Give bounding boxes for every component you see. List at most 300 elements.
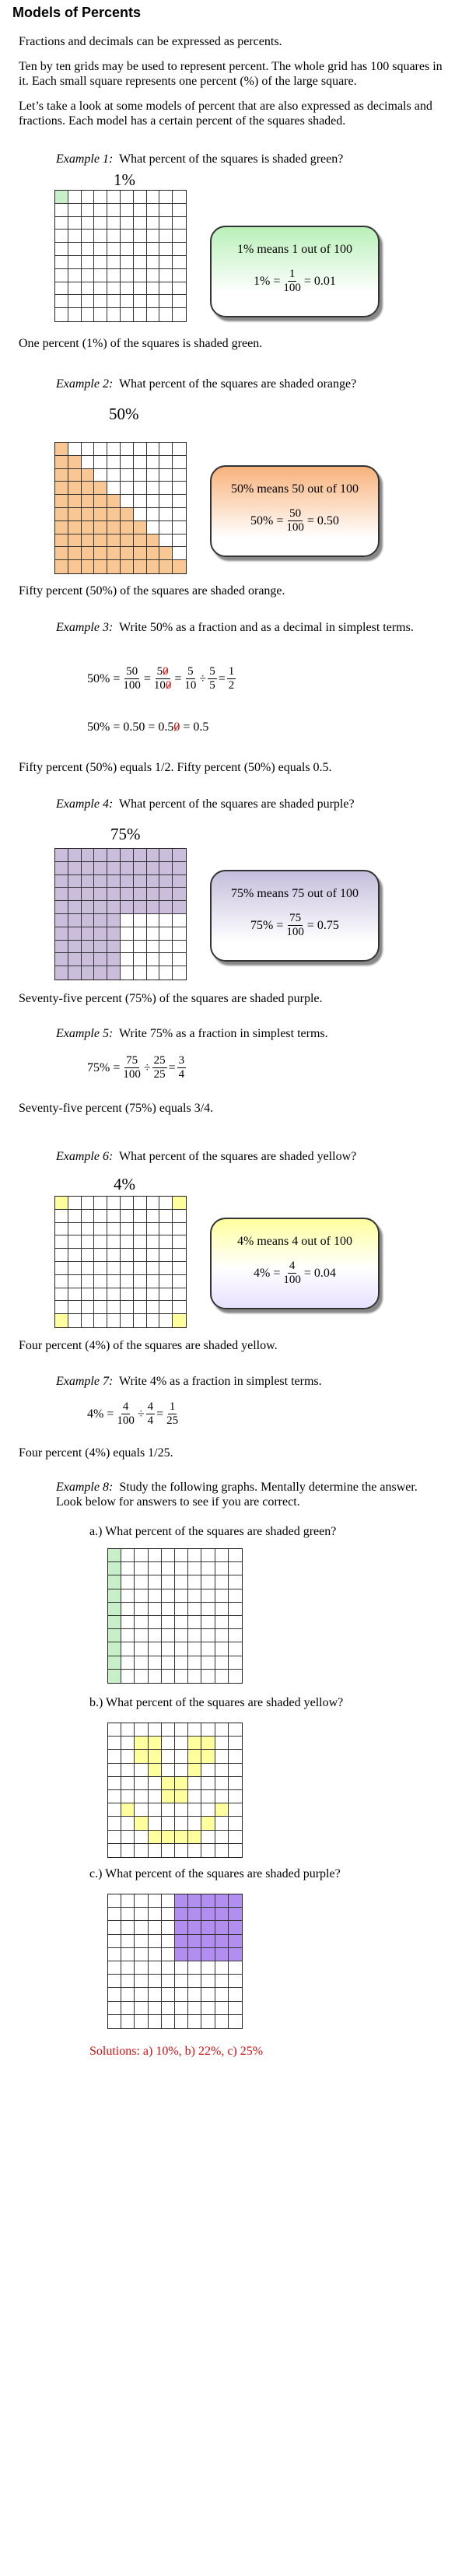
grid-cell <box>68 1210 82 1223</box>
grid-cell <box>68 1235 82 1249</box>
grid-cell <box>188 1844 201 1857</box>
grid-cell <box>108 1777 121 1790</box>
example-8-question-a: a.) What percent of the squares are shaded green? <box>89 1525 337 1538</box>
grid-cell <box>147 217 160 230</box>
grid-cell <box>121 469 134 482</box>
grid-cell <box>82 230 95 243</box>
grid-cell <box>188 1589 201 1603</box>
grid-cell <box>134 256 147 269</box>
grid-cell <box>162 1723 175 1737</box>
grid-cell <box>175 1575 188 1589</box>
grid-cell <box>162 2015 175 2028</box>
grid-cell <box>121 547 134 560</box>
grid-cell <box>162 1894 175 1908</box>
grid-cell <box>68 941 82 954</box>
grid-cell <box>215 1908 229 1921</box>
grid-cell <box>229 1790 242 1803</box>
grid-cell <box>162 1921 175 1934</box>
grid-cell <box>162 1844 175 1857</box>
grid-cell <box>121 295 134 308</box>
grid-cell <box>107 914 121 927</box>
grid-cell <box>68 560 82 573</box>
grid-cell <box>215 1894 229 1908</box>
grid-cell <box>159 1275 173 1288</box>
grid-cell <box>82 560 95 573</box>
grid-cell <box>162 1575 175 1589</box>
grid-cell <box>82 901 95 914</box>
grid-cell <box>159 888 173 901</box>
grid-cell <box>82 256 95 269</box>
grid-cell <box>55 1210 68 1223</box>
grid-cell <box>55 256 68 269</box>
grid-cell <box>135 1961 148 1975</box>
grid-cell <box>201 1777 215 1790</box>
grid-cell <box>147 914 160 927</box>
grid-cell <box>55 1314 68 1327</box>
grid-cell <box>149 1831 162 1844</box>
grid-cell <box>134 927 147 941</box>
grid-cell <box>147 443 160 456</box>
grid-cell <box>55 953 68 966</box>
grid-cell <box>134 1301 147 1314</box>
grid-cell <box>55 1249 68 1262</box>
grid-cell <box>107 901 121 914</box>
grid-cell <box>82 914 95 927</box>
grid-cell <box>201 2015 215 2028</box>
grid-cell <box>108 1723 121 1737</box>
grid-cell <box>229 1549 242 1562</box>
grid-cell <box>215 2002 229 2015</box>
grid-cell <box>175 1961 188 1975</box>
grid-cell <box>121 941 134 954</box>
grid-cell <box>121 1831 135 1844</box>
example-3-fraction-equation: 50% = $\frac{50}{100}$ = $\frac{50}{100}$ = $\frac{5}{10}$ ÷ $\frac{5}{5}$ = $\frac{1}{2}$ <box>87 665 235 692</box>
grid-cell <box>162 1790 175 1803</box>
grid-cell <box>82 534 95 548</box>
grid-cell <box>82 521 95 534</box>
grid-cell <box>68 875 82 888</box>
grid-cell <box>94 495 107 508</box>
grid-cell <box>173 204 186 217</box>
grid-cell <box>82 941 95 954</box>
grid-cell <box>162 1589 175 1603</box>
grid-cell <box>175 1723 188 1737</box>
grid-cell <box>108 1737 121 1750</box>
grid-cell <box>94 914 107 927</box>
grid-cell <box>121 1603 135 1616</box>
grid-cell <box>147 508 160 521</box>
grid-cell <box>162 1629 175 1642</box>
grid-cell <box>215 1737 229 1750</box>
grid-cell <box>149 1961 162 1975</box>
grid-cell <box>68 217 82 230</box>
info-box-2-heading: 50% means 50 out of 100 <box>231 482 359 496</box>
grid-cell <box>162 1831 175 1844</box>
grid-cell <box>121 495 134 508</box>
grid-cell <box>159 1210 173 1223</box>
grid-cell <box>135 1908 148 1921</box>
grid-cell <box>162 1988 175 2001</box>
grid-cell <box>229 1975 242 1988</box>
grid-cell <box>108 1961 121 1975</box>
grid-cell <box>134 862 147 875</box>
grid-cell <box>149 1894 162 1908</box>
grid-cell <box>82 508 95 521</box>
solutions-text: Solutions: a) 10%, b) 22%, c) 25% <box>89 2045 264 2058</box>
grid-cell <box>229 1777 242 1790</box>
grid-cell <box>162 1935 175 1948</box>
grid-cell <box>188 2002 201 2015</box>
grid-cell <box>188 1988 201 2001</box>
grid-cell <box>121 217 134 230</box>
grid-cell <box>135 1562 148 1575</box>
grid-cell <box>147 469 160 482</box>
grid-cell <box>107 1223 121 1236</box>
example-5-equation: 75% = $\frac{75}{100}$ ÷ $\frac{25}{25}$ = $\frac{3}{4}$ <box>87 1054 185 1081</box>
grid-cell <box>175 1831 188 1844</box>
grid-cell <box>121 927 134 941</box>
grid-cell <box>149 1549 162 1562</box>
grid-cell <box>121 1764 135 1777</box>
grid-cell <box>188 1642 201 1656</box>
grid-cell <box>201 1844 215 1857</box>
grid-cell <box>121 2015 135 2028</box>
grid-cell <box>108 1642 121 1656</box>
grid-cell <box>135 1894 148 1908</box>
grid-cell <box>188 1549 201 1562</box>
grid-cell <box>159 927 173 941</box>
grid-cell <box>215 1844 229 1857</box>
grid-cell <box>121 1275 134 1288</box>
grid-cell <box>68 927 82 941</box>
grid-cell <box>121 443 134 456</box>
grid-cell <box>201 1562 215 1575</box>
grid-cell <box>94 521 107 534</box>
grid-cell <box>135 1790 148 1803</box>
grid-cell <box>135 1737 148 1750</box>
grid-cell <box>175 1603 188 1616</box>
grid-cell <box>121 1262 134 1275</box>
grid-cell <box>147 849 160 862</box>
grid-cell <box>107 495 121 508</box>
grid-cell <box>162 1777 175 1790</box>
grid-cell <box>82 1223 95 1236</box>
grid-cell <box>134 191 147 204</box>
grid-cell <box>215 1549 229 1562</box>
grid-cell <box>215 1562 229 1575</box>
grid-cell <box>121 230 134 243</box>
grid-cell <box>55 230 68 243</box>
grid-cell <box>55 269 68 282</box>
grid-cell <box>173 862 186 875</box>
grid-cell <box>94 1223 107 1236</box>
grid-cell <box>229 1935 242 1948</box>
grid-cell <box>147 521 160 534</box>
grid-cell <box>215 1777 229 1790</box>
grid-cell <box>68 508 82 521</box>
grid-cell <box>107 927 121 941</box>
grid-cell <box>147 308 160 321</box>
grid-cell <box>229 1894 242 1908</box>
grid-cell <box>82 204 95 217</box>
grid-cell <box>149 1975 162 1988</box>
intro-paragraph-1: Fractions and decimals can be expressed as percents. <box>19 35 282 48</box>
grid-cell <box>159 243 173 256</box>
grid-cell <box>121 243 134 256</box>
grid-cell <box>107 217 121 230</box>
grid-cell <box>215 1670 229 1683</box>
grid-cell <box>82 1210 95 1223</box>
example-2-prompt: Example 2: What percent of the squares are shaded orange? <box>56 377 357 391</box>
grid-cell <box>121 1935 135 1948</box>
grid-cell <box>173 217 186 230</box>
grid-cell <box>147 1262 160 1275</box>
grid-cell <box>82 966 95 980</box>
page-title: Models of Percents <box>12 5 142 20</box>
grid-cell <box>68 482 82 495</box>
grid-cell <box>107 1210 121 1223</box>
grid-cell <box>82 217 95 230</box>
grid-cell <box>173 482 186 495</box>
grid-cell <box>201 1921 215 1934</box>
grid-cell <box>135 1575 148 1589</box>
grid-cell <box>173 1301 186 1314</box>
grid-cell <box>55 534 68 548</box>
grid-cell <box>108 1921 121 1934</box>
grid-cell <box>121 849 134 862</box>
grid-cell <box>121 1549 135 1562</box>
grid-cell <box>159 966 173 980</box>
example-5-prompt: Example 5: Write 75% as a fraction in simplest terms. <box>56 1027 328 1040</box>
grid-cell <box>159 953 173 966</box>
grid-cell <box>173 966 186 980</box>
grid-cell <box>134 1249 147 1262</box>
grid-cell <box>108 2015 121 2028</box>
grid-cell <box>147 204 160 217</box>
grid-cell <box>94 217 107 230</box>
grid-cell <box>55 966 68 980</box>
info-box-6-heading: 4% means 4 out of 100 <box>237 1235 352 1248</box>
grid-cell <box>55 508 68 521</box>
grid-cell <box>173 295 186 308</box>
grid-cell <box>159 1288 173 1302</box>
grid-cell <box>134 482 147 495</box>
grid-cell <box>229 1629 242 1642</box>
grid-cell <box>147 1210 160 1223</box>
percent-grid-1 <box>54 190 187 322</box>
grid-cell <box>55 849 68 862</box>
grid-cell <box>68 1249 82 1262</box>
grid-cell <box>175 1948 188 1961</box>
grid-cell <box>82 469 95 482</box>
grid-cell <box>201 1988 215 2001</box>
grid-cell <box>162 2002 175 2015</box>
grid-cell <box>82 295 95 308</box>
grid-cell <box>121 508 134 521</box>
grid-cell <box>107 1235 121 1249</box>
grid-cell <box>201 1723 215 1737</box>
grid-cell <box>215 1575 229 1589</box>
grid-cell <box>55 521 68 534</box>
grid-cell <box>94 875 107 888</box>
grid-cell <box>107 482 121 495</box>
grid-cell <box>108 1575 121 1589</box>
percent-grid-6 <box>54 1196 187 1328</box>
grid-cell <box>173 308 186 321</box>
grid-cell <box>134 469 147 482</box>
grid-cell <box>173 547 186 560</box>
grid-cell <box>121 191 134 204</box>
grid-cell <box>135 1764 148 1777</box>
grid-cell <box>188 1562 201 1575</box>
grid-cell <box>229 1831 242 1844</box>
example-3-decimal-equation: 50% = 0.50 = 0.5 0 = 0.5 <box>87 720 209 734</box>
grid-cell <box>121 953 134 966</box>
grid-cell <box>162 1975 175 1988</box>
grid-cell <box>201 1961 215 1975</box>
grid-cell <box>215 1723 229 1737</box>
grid-cell <box>147 875 160 888</box>
grid-4-label: 75% <box>110 825 141 843</box>
grid-cell <box>229 1670 242 1683</box>
grid-cell <box>188 1803 201 1817</box>
grid-cell <box>108 1975 121 1988</box>
grid-cell <box>159 1262 173 1275</box>
grid-cell <box>159 547 173 560</box>
grid-cell <box>55 243 68 256</box>
grid-cell <box>159 1223 173 1236</box>
grid-cell <box>82 1288 95 1302</box>
grid-cell <box>175 1975 188 1988</box>
grid-cell <box>94 953 107 966</box>
example-8-question-b: b.) What percent of the squares are shaded yellow? <box>89 1696 344 1709</box>
grid-cell <box>173 521 186 534</box>
grid-cell <box>215 1642 229 1656</box>
grid-cell <box>134 308 147 321</box>
grid-cell <box>175 1670 188 1683</box>
grid-cell <box>188 1616 201 1629</box>
grid-cell <box>173 443 186 456</box>
grid-cell <box>94 269 107 282</box>
grid-cell <box>173 243 186 256</box>
grid-cell <box>175 1844 188 1857</box>
grid-cell <box>229 1656 242 1670</box>
grid-cell <box>159 495 173 508</box>
grid-cell <box>121 1790 135 1803</box>
grid-cell <box>188 1790 201 1803</box>
grid-cell <box>188 1629 201 1642</box>
grid-cell <box>215 1764 229 1777</box>
grid-cell <box>68 914 82 927</box>
grid-cell <box>229 1616 242 1629</box>
grid-cell <box>121 901 134 914</box>
grid-cell <box>108 1790 121 1803</box>
grid-6-label: 4% <box>114 1175 135 1193</box>
grid-cell <box>135 1723 148 1737</box>
grid-cell <box>121 534 134 548</box>
grid-cell <box>107 560 121 573</box>
grid-cell <box>188 1948 201 1961</box>
grid-cell <box>55 1288 68 1302</box>
grid-cell <box>188 1817 201 1830</box>
grid-cell <box>149 1764 162 1777</box>
grid-cell <box>82 456 95 469</box>
grid-cell <box>121 560 134 573</box>
grid-cell <box>175 1589 188 1603</box>
example-7-equation: 4% = $\frac{4}{100}$ ÷ $\frac{4}{4}$ = $\frac{1}{25}$ <box>87 1400 179 1427</box>
grid-cell <box>82 482 95 495</box>
grid-cell <box>121 914 134 927</box>
grid-cell <box>201 1737 215 1750</box>
grid-cell <box>147 888 160 901</box>
percent-grid-4 <box>54 848 187 980</box>
grid-cell <box>55 1262 68 1275</box>
grid-cell <box>82 308 95 321</box>
grid-cell <box>68 1288 82 1302</box>
grid-cell <box>215 1750 229 1763</box>
grid-cell <box>188 1750 201 1763</box>
grid-cell <box>55 927 68 941</box>
grid-cell <box>201 2002 215 2015</box>
grid-cell <box>173 914 186 927</box>
grid-cell <box>229 1642 242 1656</box>
intro-paragraph-3: Let’s take a look at some models of percent that are also expressed as decimals and fractions. Each model has a certain percent of the squares shaded. <box>19 100 432 128</box>
grid-cell <box>149 1656 162 1670</box>
grid-cell <box>229 1562 242 1575</box>
grid-cell <box>107 534 121 548</box>
grid-cell <box>68 282 82 296</box>
grid-cell <box>134 953 147 966</box>
grid-cell <box>94 1301 107 1314</box>
grid-cell <box>94 243 107 256</box>
grid-cell <box>188 1575 201 1589</box>
grid-cell <box>162 1817 175 1830</box>
grid-cell <box>55 547 68 560</box>
grid-cell <box>147 941 160 954</box>
grid-cell <box>68 1223 82 1236</box>
grid-cell <box>147 191 160 204</box>
grid-cell <box>173 191 186 204</box>
grid-cell <box>94 1262 107 1275</box>
grid-cell <box>215 1988 229 2001</box>
grid-cell <box>175 1750 188 1763</box>
grid-cell <box>159 1235 173 1249</box>
grid-cell <box>134 1314 147 1327</box>
grid-cell <box>108 1817 121 1830</box>
grid-cell <box>108 1629 121 1642</box>
grid-cell <box>159 508 173 521</box>
grid-cell <box>134 560 147 573</box>
grid-cell <box>121 282 134 296</box>
grid-cell <box>134 443 147 456</box>
grid-cell <box>68 256 82 269</box>
grid-cell <box>94 282 107 296</box>
grid-cell <box>188 1975 201 1988</box>
example-1-answer: One percent (1%) of the squares is shaded green. <box>19 337 263 350</box>
grid-cell <box>82 953 95 966</box>
grid-cell <box>175 1629 188 1642</box>
grid-cell <box>229 1764 242 1777</box>
grid-cell <box>134 1223 147 1236</box>
grid-cell <box>149 1723 162 1737</box>
grid-cell <box>82 191 95 204</box>
grid-cell <box>147 482 160 495</box>
grid-cell <box>149 1803 162 1817</box>
grid-cell <box>201 1817 215 1830</box>
grid-cell <box>135 1589 148 1603</box>
grid-cell <box>188 1737 201 1750</box>
grid-cell <box>229 1603 242 1616</box>
